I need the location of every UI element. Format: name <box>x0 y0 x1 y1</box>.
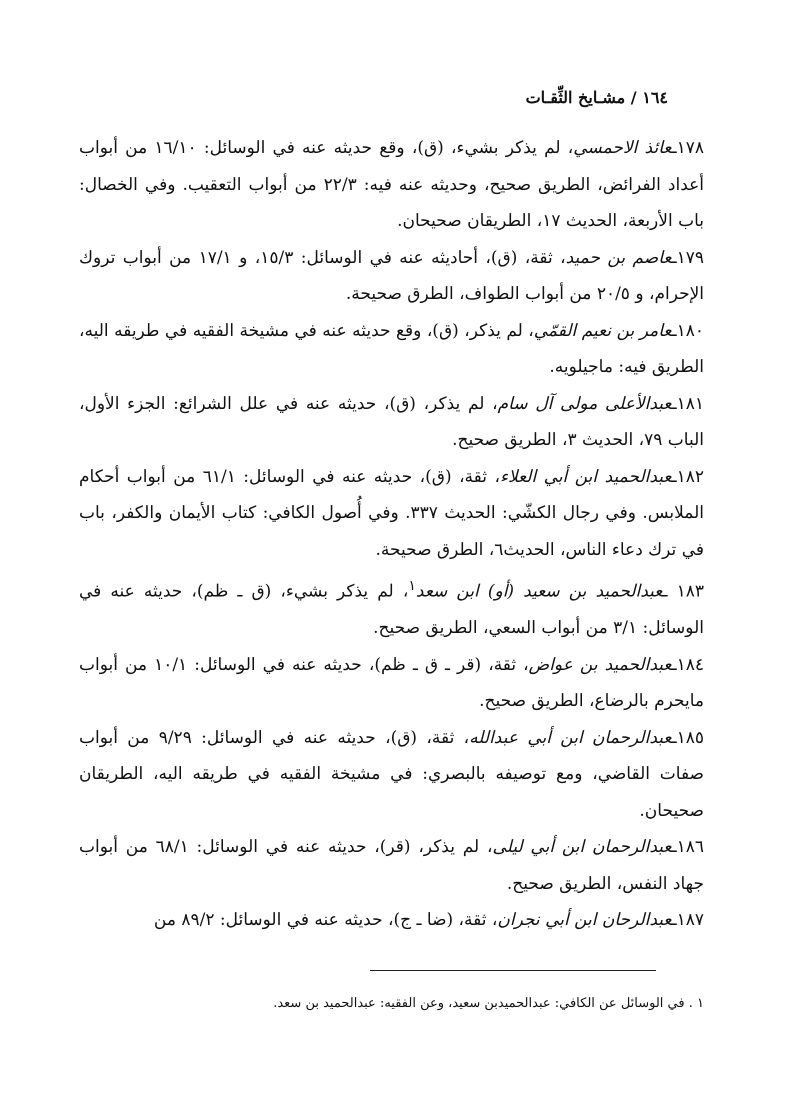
entry-text: ، ثقة، (ق)، حديثه عنه في الوسائل: ٩/٢٩ من أبواب صفات القاضي، ومع توصيفه بالبصري: في مشيخة الفقيه في طريقه اليه، الطريقان صحيحان. <box>79 727 704 821</box>
entry-text: ، لم يذكر، (ق)، حديثه عنه في علل الشرائع: الجزء الأول، الباب ٧٩، الحديث ٣، الطريق صحيح. <box>79 393 704 450</box>
entry-number: ١٨٥ـ <box>671 727 704 748</box>
narrator-name: عبدالرحمان ابن أبي عبدالله <box>469 727 672 748</box>
entry <box>79 829 704 902</box>
entry-text: ، لم يذكر، (ق)، وقع حديثه عنه في مشيخة الفقيه في طريقه اليه، الطريق فيه: ماجيلويه. <box>79 320 704 377</box>
narrator-name: عاصم بن حميد <box>565 247 672 268</box>
entry-number: ١٨٦ـ <box>671 837 704 858</box>
narrator-name: عبدالحميد بن عواض <box>528 654 672 675</box>
entry-text: ، ثقة، (ق)، حديثه عنه في الوسائل: ٦١/١ من أبواب أحكام الملابس. وفي رجال الكشّي: الحديث ٣٣٧. وفي أُصول الكافي: كتاب الأيمان والكفر، باب في ترك دعاء الناس، الحديث٦، الطرق صحيحة. <box>79 466 704 560</box>
entry-number: ١٨٠ـ <box>671 320 704 341</box>
entry-number: ١٨١ـ <box>671 393 704 414</box>
entry-text: ، لم يذكر بشيء، (ق)، وقع حديثه عنه في الوسائل: ١٦/١٠ من أبواب أعداد الفرائض، الطريق صحيح، وحديثه عنه فيه: ٢٢/٣ من أبواب التعقيب. وفي الخصال: باب الأربعة، الحديث ١٧، الطريقان صحيحان. <box>79 138 704 231</box>
entry <box>79 313 704 386</box>
header-separator: / <box>625 88 643 107</box>
narrator-name: عبدالحميد ابن أبي العلاء <box>499 466 672 487</box>
entry <box>79 720 704 830</box>
page-header <box>118 84 668 112</box>
entry-number: ١٧٩ـ <box>671 247 704 268</box>
entry-number: ١٨٢ـ <box>671 466 704 487</box>
narrator-name: عبدالرحان ابن أبي نجران <box>497 910 672 931</box>
entry <box>79 568 704 647</box>
entry <box>79 240 704 313</box>
entry <box>79 459 704 569</box>
entry-text: ، ثقة، (ق)، أحاديثه عنه في الوسائل: ١٥/٣، و ١٧/١ من أبواب تروك الإحرام، و ٢٠/٥ من أبواب الطواف، الطرق صحيحة. <box>79 247 704 304</box>
narrator-name: عامر بن نعيم القمّي <box>533 320 672 341</box>
narrator-name: عبدالحميد بن سعيد (أو) ابن سعد <box>415 581 663 602</box>
footnote-divider <box>370 970 656 971</box>
entry-text: ، لم يذكر، (قر)، حديثه عنه في الوسائل: ٦٨/١ من أبواب جهاد النفس، الطريق صحيح. <box>79 837 704 894</box>
book-title: مشـايخ الثِّقـات <box>525 88 626 107</box>
entry-text: ، ثقة، (ضا ـ ج)، حديثه عنه في الوسائل: ٨٩/٢ من <box>153 910 498 931</box>
entry-text: ، ثقة، (قر ـ ق ـ ظم)، حديثه عنه في الوسائل: ١٠/١ من أبواب مايحرم بالرضاع، الطريق صحيح. <box>79 654 704 712</box>
entry-number: ١٧٨ـ <box>671 138 704 158</box>
entry-number: ١٨٤ـ <box>671 654 704 675</box>
narrator-name: عبدالرحمان ابن أبي ليلى <box>492 837 672 858</box>
entries-list <box>79 130 704 939</box>
footnote-marker: ١ <box>408 578 416 594</box>
entry <box>79 902 704 939</box>
narrator-name: عبدالأعلى مولى آل سام <box>497 393 672 414</box>
entry <box>79 386 704 459</box>
footnote: ١ . في الوسائل عن الكافي: عبدالحميدبن سعيد، وعن الفقيه: عبدالحميد بن سعد. <box>273 996 704 1011</box>
page-number: ١٦٤ <box>642 88 668 107</box>
entry-number: ١٨٣ ـ <box>662 581 704 602</box>
entry-text: ، لم يذكر بشيء، (ق ـ ظم)، حديثه عنه في الوسائل: ٣/١ من أبواب السعي، الطريق صحيح. <box>79 581 704 639</box>
narrator-name: عائذ الاحمسي <box>573 138 672 158</box>
entry <box>79 647 704 720</box>
entry-number: ١٨٧ـ <box>671 910 704 931</box>
entry <box>79 130 704 240</box>
